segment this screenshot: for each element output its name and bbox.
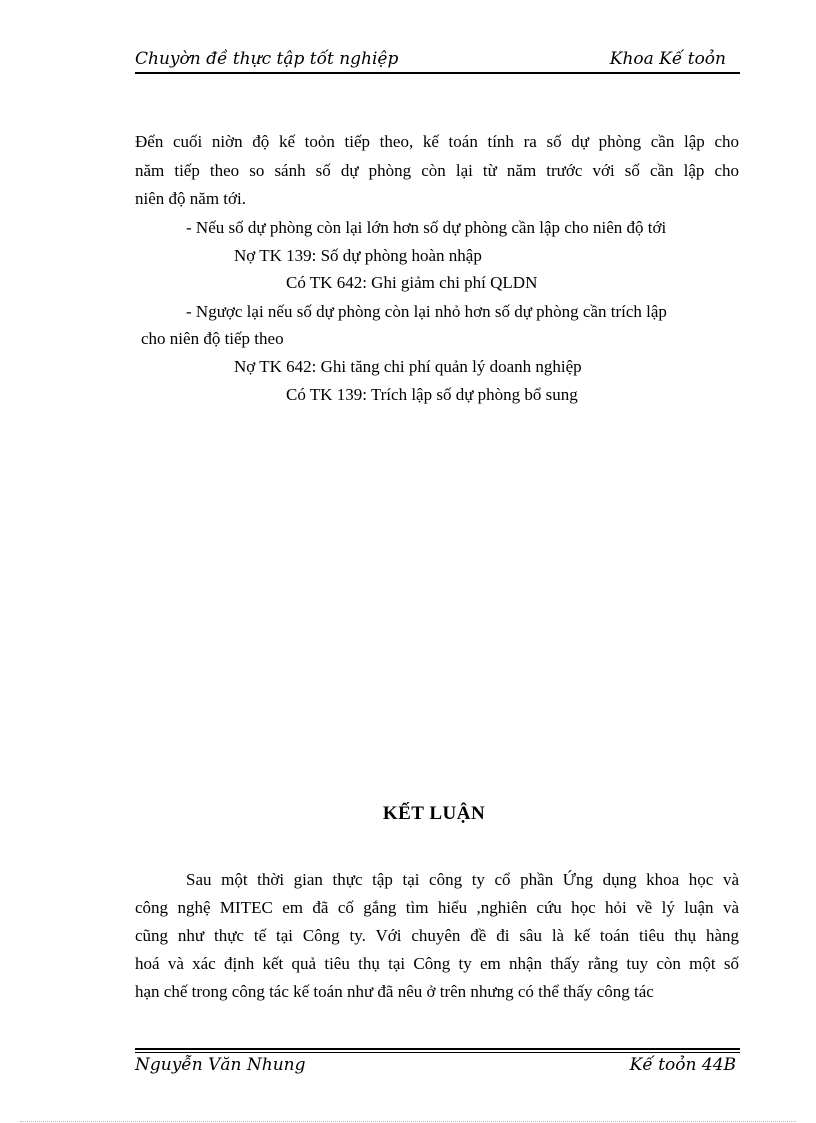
conclusion-line: công nghệ MITEC em đã cố gắng tìm hiểu ,nghiên cứu học hỏi về lý luận và bbox=[135, 898, 739, 917]
debit-entry: Nợ TK 139: Số dự phòng hoàn nhập bbox=[234, 246, 482, 265]
debit-entry: Nợ TK 642: Ghi tăng chi phí quản lý doanh nghiệp bbox=[234, 357, 582, 376]
case-line: - Ngược lại nếu số dự phòng còn lại nhỏ hơn số dự phòng cần trích lập bbox=[186, 302, 667, 321]
footer-rule-thin bbox=[135, 1052, 740, 1053]
case-line: - Nếu số dự phòng còn lại lớn hơn số dự phòng cần lập cho niên độ tới bbox=[186, 218, 667, 237]
header-rule bbox=[135, 72, 740, 74]
footer-right: Kế toỏn 44B bbox=[629, 1055, 736, 1075]
body-line: năm tiếp theo so sánh số dự phòng còn lại từ năm trước với số cần lập cho bbox=[135, 161, 739, 180]
page-edge bbox=[20, 1121, 796, 1122]
conclusion-line: hoá và xác định kết quả tiêu thụ tại Công ty em nhận thấy rằng tuy còn một số bbox=[135, 954, 739, 973]
conclusion-line: Sau một thời gian thực tập tại công ty cổ phần Ứng dụng khoa học và bbox=[186, 870, 739, 889]
page-footer bbox=[135, 1055, 740, 1077]
footer-rule bbox=[135, 1048, 740, 1050]
header-right: Khoa Kế toỏn bbox=[609, 49, 726, 69]
conclusion-line: hạn chế trong công tác kế toán như đã nêu ở trên nhưng có thể thấy công tác bbox=[135, 982, 654, 1001]
footer-left: Nguyễn Văn Nhung bbox=[135, 1055, 306, 1075]
page-header bbox=[135, 49, 740, 71]
header-left: Chuyờn đề thực tập tốt nghiệp bbox=[135, 49, 399, 69]
section-title: KẾT LUẬN bbox=[382, 803, 486, 824]
credit-entry: Có TK 642: Ghi giảm chi phí QLDN bbox=[286, 273, 538, 292]
conclusion-line: cũng như thực tế tại Công ty. Với chuyên đề đi sâu là kế toán tiêu thụ hàng bbox=[135, 926, 739, 945]
case-line-cont: cho niên độ tiếp theo bbox=[141, 329, 284, 348]
body-line: niên độ năm tới. bbox=[135, 189, 246, 208]
body-line: Đến cuối niờn độ kế toỏn tiếp theo, kế toán tính ra số dự phòng cần lập cho bbox=[135, 132, 739, 151]
credit-entry: Có TK 139: Trích lập số dự phòng bổ sung bbox=[286, 385, 578, 404]
